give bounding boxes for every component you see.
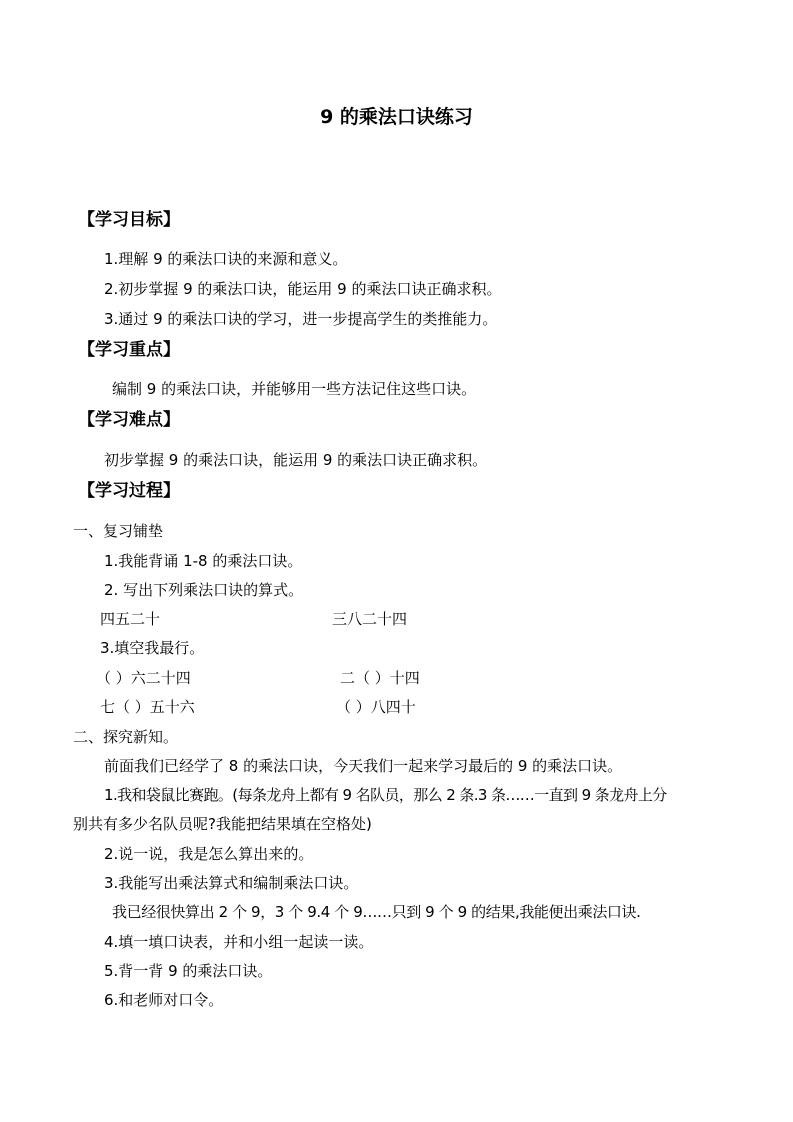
difficulties-heading: 【学习难点】 bbox=[78, 410, 180, 430]
goal-item-2: 2.初步掌握 9 的乘法口诀，能运用 9 的乘法口诀正确求积。 bbox=[104, 280, 502, 298]
rhyme-2: 三八二十四 bbox=[332, 610, 408, 628]
rhyme-1: 四五二十 bbox=[100, 610, 161, 628]
difficulties-text: 初步掌握 9 的乘法口诀，能运用 9 的乘法口诀正确求积。 bbox=[104, 451, 488, 469]
explore-item-6: 6.和老师对口令。 bbox=[104, 991, 224, 1009]
key-points-heading: 【学习重点】 bbox=[78, 340, 180, 360]
explore-item-3: 3.我能写出乘法算式和编制乘法口诀。 bbox=[104, 874, 359, 892]
explore-item-1-line-1: 1.我和袋鼠比赛跑。(每条龙舟上都有 9 名队员，那么 2 条.3 条……一直到 9 条龙舟上分 bbox=[104, 786, 667, 804]
review-item-1: 1.我能背诵 1-8 的乘法口诀。 bbox=[104, 552, 303, 570]
explore-intro: 前面我们已经学了 8 的乘法口诀，今天我们一起来学习最后的 9 的乘法口诀。 bbox=[104, 757, 623, 775]
review-item-2: 2. 写出下列乘法口诀的算式。 bbox=[104, 581, 304, 599]
explore-item-2: 2.说一说，我是怎么算出来的。 bbox=[104, 845, 314, 863]
key-points-text: 编制 9 的乘法口诀，并能够用一些方法记住这些口诀。 bbox=[112, 380, 477, 398]
explore-item-4: 4.填一填口诀表，并和小组一起读一读。 bbox=[104, 933, 374, 951]
page-title: 9 的乘法口诀练习 bbox=[320, 106, 473, 128]
review-item-3: 3.填空我最行。 bbox=[100, 639, 205, 657]
blank-3: 七（ ）五十六 bbox=[100, 698, 195, 716]
goal-item-3: 3.通过 9 的乘法口诀的学习，进一步提高学生的类推能力。 bbox=[104, 310, 498, 328]
blank-2: 二（ ）十四 bbox=[340, 669, 420, 687]
explore-item-3-note: 我已经很快算出 2 个 9，3 个 9.4 个 9……只到 9 个 9 的结果,我能便出乘法口诀. bbox=[112, 903, 641, 921]
goal-item-1: 1.理解 9 的乘法口诀的来源和意义。 bbox=[104, 250, 348, 268]
blank-4: （ ）八四十 bbox=[336, 698, 416, 716]
review-heading: 一、复习铺垫 bbox=[73, 522, 164, 540]
goals-heading: 【学习目标】 bbox=[78, 210, 180, 230]
explore-item-1-line-2: 别共有多少名队员呢?我能把结果填在空格处) bbox=[73, 815, 372, 833]
explore-heading: 二、探究新知。 bbox=[73, 728, 179, 746]
process-heading: 【学习过程】 bbox=[78, 481, 180, 501]
explore-item-5: 5.背一背 9 的乘法口诀。 bbox=[104, 962, 273, 980]
blank-1: （ ）六二十四 bbox=[96, 669, 191, 687]
